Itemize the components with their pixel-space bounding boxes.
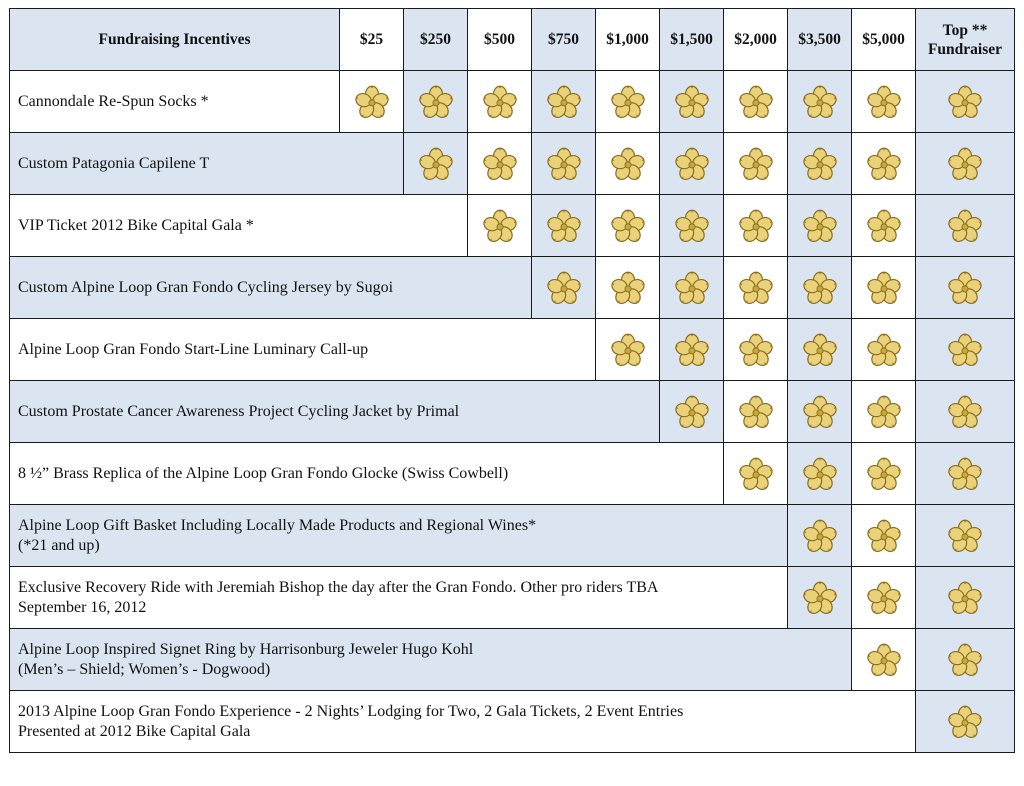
dogwood-flower-icon bbox=[947, 395, 983, 429]
dogwood-flower-icon bbox=[610, 209, 646, 243]
column-header bbox=[660, 9, 724, 71]
dogwood-flower-icon bbox=[738, 457, 774, 491]
reward-cell bbox=[404, 133, 468, 195]
dogwood-flower-icon bbox=[802, 147, 838, 181]
reward-cell bbox=[532, 195, 596, 257]
dogwood-flower-icon bbox=[947, 209, 983, 243]
reward-cell bbox=[532, 257, 596, 319]
column-header-text: $1,000 bbox=[606, 31, 649, 48]
reward-cell bbox=[596, 133, 660, 195]
reward-cell bbox=[852, 133, 916, 195]
table-row bbox=[10, 71, 1015, 133]
reward-cell bbox=[916, 71, 1015, 133]
incentive-text: 2013 Alpine Loop Gran Fondo Experience - 2 Nights’ Lodging for Two, 2 Gala Tickets, 2 Event Entries bbox=[18, 702, 684, 720]
dogwood-flower-icon bbox=[947, 147, 983, 181]
reward-cell bbox=[660, 381, 724, 443]
dogwood-flower-icon bbox=[674, 271, 710, 305]
table-body bbox=[10, 9, 1015, 753]
dogwood-flower-icon bbox=[802, 581, 838, 615]
reward-cell bbox=[916, 195, 1015, 257]
reward-cell bbox=[660, 133, 724, 195]
table-row bbox=[10, 505, 1015, 567]
dogwood-flower-icon bbox=[738, 209, 774, 243]
reward-cell bbox=[852, 443, 916, 505]
dogwood-flower-icon bbox=[610, 333, 646, 367]
dogwood-flower-icon bbox=[610, 85, 646, 119]
reward-cell bbox=[788, 319, 852, 381]
table-row bbox=[10, 319, 1015, 381]
column-header-text: $1,500 bbox=[670, 31, 713, 48]
dogwood-flower-icon bbox=[866, 147, 902, 181]
dogwood-flower-icon bbox=[866, 581, 902, 615]
reward-cell bbox=[852, 567, 916, 629]
reward-cell bbox=[788, 133, 852, 195]
dogwood-flower-icon bbox=[674, 85, 710, 119]
incentive-label bbox=[10, 691, 916, 753]
dogwood-flower-icon bbox=[802, 209, 838, 243]
incentive-text: VIP Ticket 2012 Bike Capital Gala * bbox=[18, 216, 254, 234]
column-header-text: $3,500 bbox=[798, 31, 841, 48]
incentive-text: Custom Prostate Cancer Awareness Project Cycling Jacket by Primal bbox=[18, 402, 460, 420]
dogwood-flower-icon bbox=[866, 395, 902, 429]
reward-cell bbox=[468, 133, 532, 195]
dogwood-flower-icon bbox=[866, 85, 902, 119]
reward-cell bbox=[724, 71, 788, 133]
column-header bbox=[532, 9, 596, 71]
dogwood-flower-icon bbox=[418, 85, 454, 119]
dogwood-flower-icon bbox=[738, 147, 774, 181]
dogwood-flower-icon bbox=[738, 271, 774, 305]
reward-cell bbox=[724, 319, 788, 381]
dogwood-flower-icon bbox=[802, 519, 838, 553]
reward-cell bbox=[788, 443, 852, 505]
incentive-label bbox=[10, 443, 724, 505]
reward-cell bbox=[596, 71, 660, 133]
dogwood-flower-icon bbox=[947, 519, 983, 553]
reward-cell bbox=[468, 71, 532, 133]
dogwood-flower-icon bbox=[674, 333, 710, 367]
incentive-label bbox=[10, 257, 532, 319]
incentive-label bbox=[10, 71, 340, 133]
dogwood-flower-icon bbox=[610, 271, 646, 305]
table-row bbox=[10, 443, 1015, 505]
incentives-table bbox=[9, 8, 1015, 753]
reward-cell bbox=[596, 257, 660, 319]
column-header bbox=[916, 9, 1015, 71]
dogwood-flower-icon bbox=[947, 705, 983, 739]
incentive-text: (*21 and up) bbox=[18, 536, 100, 554]
reward-cell bbox=[788, 381, 852, 443]
table-title: Fundraising Incentives bbox=[10, 9, 340, 71]
column-header-text: Top ** bbox=[942, 21, 988, 39]
dogwood-flower-icon bbox=[738, 395, 774, 429]
reward-cell bbox=[852, 505, 916, 567]
reward-cell bbox=[852, 195, 916, 257]
column-header-text: $250 bbox=[420, 31, 451, 48]
reward-cell bbox=[468, 195, 532, 257]
incentive-label bbox=[10, 133, 404, 195]
dogwood-flower-icon bbox=[866, 209, 902, 243]
column-header bbox=[404, 9, 468, 71]
dogwood-flower-icon bbox=[610, 147, 646, 181]
column-header bbox=[724, 9, 788, 71]
incentive-text: Presented at 2012 Bike Capital Gala bbox=[18, 722, 251, 740]
incentive-text: Alpine Loop Gran Fondo Start-Line Luminary Call-up bbox=[18, 340, 369, 358]
dogwood-flower-icon bbox=[354, 85, 390, 119]
reward-cell bbox=[916, 319, 1015, 381]
reward-cell bbox=[724, 257, 788, 319]
reward-cell bbox=[724, 381, 788, 443]
table-row bbox=[10, 257, 1015, 319]
reward-cell bbox=[660, 195, 724, 257]
dogwood-flower-icon bbox=[482, 85, 518, 119]
dogwood-flower-icon bbox=[866, 271, 902, 305]
reward-cell bbox=[404, 71, 468, 133]
reward-cell bbox=[660, 319, 724, 381]
reward-cell bbox=[852, 319, 916, 381]
incentive-label bbox=[10, 629, 852, 691]
reward-cell bbox=[852, 381, 916, 443]
incentive-text: (Men’s – Shield; Women’s - Dogwood) bbox=[18, 660, 271, 678]
incentive-text: September 16, 2012 bbox=[18, 598, 147, 616]
dogwood-flower-icon bbox=[802, 85, 838, 119]
dogwood-flower-icon bbox=[802, 457, 838, 491]
table-row bbox=[10, 133, 1015, 195]
reward-cell bbox=[660, 257, 724, 319]
reward-cell bbox=[724, 443, 788, 505]
reward-cell bbox=[788, 567, 852, 629]
dogwood-flower-icon bbox=[674, 209, 710, 243]
dogwood-flower-icon bbox=[866, 333, 902, 367]
incentive-text: Exclusive Recovery Ride with Jeremiah Bishop the day after the Gran Fondo. Other pro riders TBA bbox=[18, 578, 659, 596]
reward-cell bbox=[724, 195, 788, 257]
column-header bbox=[852, 9, 916, 71]
table-row bbox=[10, 195, 1015, 257]
reward-cell bbox=[340, 71, 404, 133]
dogwood-flower-icon bbox=[866, 519, 902, 553]
dogwood-flower-icon bbox=[674, 395, 710, 429]
dogwood-flower-icon bbox=[947, 271, 983, 305]
incentive-text: Alpine Loop Inspired Signet Ring by Harrisonburg Jeweler Hugo Kohl bbox=[18, 640, 474, 658]
column-header bbox=[596, 9, 660, 71]
column-header bbox=[788, 9, 852, 71]
reward-cell bbox=[916, 691, 1015, 753]
dogwood-flower-icon bbox=[738, 333, 774, 367]
reward-cell bbox=[788, 505, 852, 567]
header-row bbox=[10, 9, 1015, 71]
dogwood-flower-icon bbox=[738, 85, 774, 119]
reward-cell bbox=[532, 133, 596, 195]
table-row bbox=[10, 381, 1015, 443]
dogwood-flower-icon bbox=[546, 209, 582, 243]
reward-cell bbox=[788, 71, 852, 133]
reward-cell bbox=[852, 257, 916, 319]
reward-cell bbox=[916, 381, 1015, 443]
table-row bbox=[10, 629, 1015, 691]
column-header bbox=[468, 9, 532, 71]
column-header-text: $2,000 bbox=[734, 31, 777, 48]
reward-cell bbox=[596, 195, 660, 257]
reward-cell bbox=[916, 443, 1015, 505]
dogwood-flower-icon bbox=[947, 581, 983, 615]
incentive-label bbox=[10, 381, 660, 443]
incentive-text: 8 ½” Brass Replica of the Alpine Loop Gran Fondo Glocke (Swiss Cowbell) bbox=[18, 464, 509, 482]
reward-cell bbox=[788, 257, 852, 319]
column-header-text: $25 bbox=[359, 31, 384, 48]
reward-cell bbox=[916, 629, 1015, 691]
column-header-text: $5,000 bbox=[862, 31, 905, 48]
reward-cell bbox=[852, 629, 916, 691]
incentive-label bbox=[10, 567, 788, 629]
reward-cell bbox=[788, 195, 852, 257]
reward-cell bbox=[916, 133, 1015, 195]
reward-cell bbox=[916, 567, 1015, 629]
incentive-text: Custom Alpine Loop Gran Fondo Cycling Jersey by Sugoi bbox=[18, 278, 394, 296]
reward-cell bbox=[596, 319, 660, 381]
dogwood-flower-icon bbox=[947, 457, 983, 491]
column-header-text: $750 bbox=[548, 31, 579, 48]
dogwood-flower-icon bbox=[546, 147, 582, 181]
dogwood-flower-icon bbox=[866, 457, 902, 491]
column-header bbox=[340, 9, 404, 71]
incentive-label bbox=[10, 195, 468, 257]
incentive-label bbox=[10, 319, 596, 381]
dogwood-flower-icon bbox=[418, 147, 454, 181]
reward-cell bbox=[532, 71, 596, 133]
incentive-text: Cannondale Re-Spun Socks * bbox=[18, 92, 209, 110]
incentive-text: Custom Patagonia Capilene T bbox=[18, 154, 210, 172]
reward-cell bbox=[916, 257, 1015, 319]
dogwood-flower-icon bbox=[546, 85, 582, 119]
dogwood-flower-icon bbox=[482, 147, 518, 181]
dogwood-flower-icon bbox=[866, 643, 902, 677]
dogwood-flower-icon bbox=[947, 643, 983, 677]
dogwood-flower-icon bbox=[802, 395, 838, 429]
reward-cell bbox=[724, 133, 788, 195]
dogwood-flower-icon bbox=[947, 85, 983, 119]
dogwood-flower-icon bbox=[947, 333, 983, 367]
dogwood-flower-icon bbox=[546, 271, 582, 305]
dogwood-flower-icon bbox=[674, 147, 710, 181]
table-row bbox=[10, 691, 1015, 753]
column-header-text: $500 bbox=[484, 31, 515, 48]
dogwood-flower-icon bbox=[802, 271, 838, 305]
dogwood-flower-icon bbox=[802, 333, 838, 367]
table-row bbox=[10, 567, 1015, 629]
reward-cell bbox=[660, 71, 724, 133]
column-header-text: Fundraiser bbox=[927, 40, 1003, 58]
reward-cell bbox=[916, 505, 1015, 567]
dogwood-flower-icon bbox=[482, 209, 518, 243]
reward-cell bbox=[852, 71, 916, 133]
incentive-label bbox=[10, 505, 788, 567]
incentive-text: Alpine Loop Gift Basket Including Locally Made Products and Regional Wines* bbox=[18, 516, 537, 534]
